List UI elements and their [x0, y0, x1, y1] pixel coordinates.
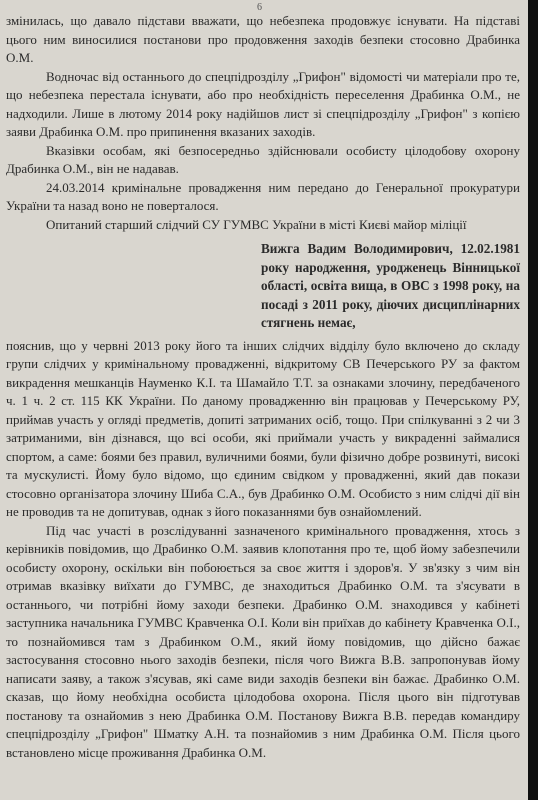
paragraph: Вказівки особам, які безпосередньо здійснювали особисту цілодобову охорону Драбинка О.М., він не надавав.: [6, 142, 520, 176]
paragraph: Водночас від останнього до спецпідрозділу „Грифон" відомості чи матеріали про те, що небезпека перестала існувати, або про необхідність переселення Драбинка О.М., не надходили. Лише в лютому 2014 року надійшов лист зі спецпідрозділу „Грифон" з копією заяви Драбинка О.М. про припинення вказаних заходів.: [6, 68, 520, 139]
person-details-block: Вижга Вадим Володимирович, 12.02.1981 року народження, уродженець Вінницької області, освіта вища, в ОВС з 1998 року, на посаді з 2011 року, діючих дисциплінарних стягнень немає,: [261, 241, 520, 330]
paragraph: пояснив, що у червні 2013 року його та інших слідчих відділу було включено до складу групи слідчих у кримінальному провадженні, відкритому СВ Печерського РУ за фактом викрадення мешканців Науменко К.І. та Шамайло Т.Т. за ознаками злочину, передбаченого ч. 1 ч. 2 ст. 115 КК України. По даному провадженню він працював у Печерському РУ, приймав участь у огляді предметів, допиті затриманих осіб, тощо. При спілкуванні з 2 чи 3 затриманими, він дізнався, що всі особи, які приймали участь у викраденні займалися спортом, а саме: боями без правил, вуличними боями, були фізично добре розвинуті, високі та мускулисті. Йому було відомо, що єдиним свідком у провадженні, який дав покази стосовно організатора злочину Шиба С.А., був Драбинко О.М. Особисто з ним слідчі дії він не проводив та не допитував, однак з його показаннями був ознайомлений.: [6, 337, 520, 519]
paragraph: Під час участі в розслідуванні зазначеного кримінального провадження, хтось з керівників повідомив, що Драбинко О.М. заявив клопотання про те, щоб йому забезпечили особисту охорону, оскільки він побоюється за своє життя і здоров'я. У зв'язку з чим він отримав вказівку виїхати до ГУМВС, де знаходиться Драбинко О.М. та з'ясувати в останнього, чи потрібні йому заходи безпеки. Драбинко О.М. знаходився у кабінеті заступника начальника ГУМВС Кравченка О.І. Коли він приїхав до кабінету Кравченка О.І., то познайомився там з Драбинком О.М., який йому повідомив, що дійсно бажає застосування стосовно нього заходів безпеки, після чого Вижга В.В. запропонував йому написати заяву, а також з'ясував, які саме види заходів безпеки він бажає. Драбинко О.М. сказав, що йому необхідна особиста цілодобова охорона. Після цього він підготував постанову та ознайомив з нею Драбинка О.М. Постанову Вижга В.В. передав командиру спецпідрозділу „Грифон" Шматку А.Н. та познайомив з ним Драбинка О.М. Після цього встановлено місце проживання Драбинка О.М.: [6, 522, 520, 760]
paragraph: Опитаний старший слідчий СУ ГУМВС України в місті Києві майор міліції: [46, 216, 467, 232]
scan-border: [528, 0, 538, 800]
page-number: 6: [257, 2, 262, 13]
document-body: [6, 12, 520, 762]
paragraph: змінилась, що давало підстави вважати, що небезпека продовжує існувати. На підставі цього ним виносилися постанови про продовження заходів безпеки стосовно Драбинка О.М.: [6, 13, 520, 65]
paragraph: 24.03.2014 кримінальне провадження ним передано до Генеральної прокуратури України та назад воно не поверталося.: [6, 179, 520, 213]
